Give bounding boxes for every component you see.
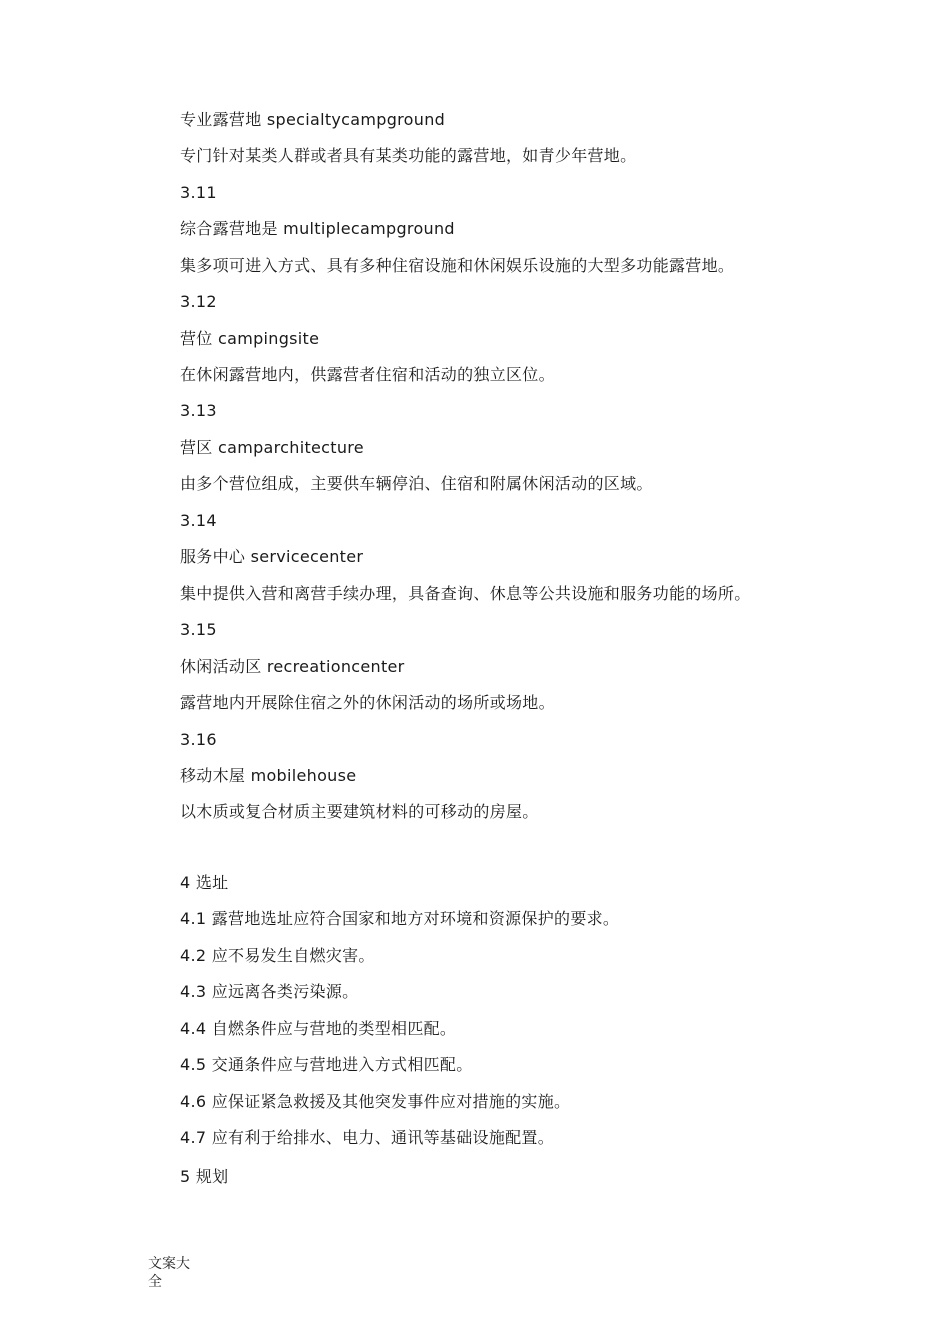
term-definition-mobile-house: 以木质或复合材质主要建筑材料的可移动的房屋。 [180, 802, 539, 821]
term-title-service-center: 服务中心 servicecenter [180, 547, 364, 566]
section-number-3-12: 3.12 [180, 292, 217, 311]
section-heading-planning: 5 规划 [180, 1167, 229, 1186]
section-number-3-11: 3.11 [180, 183, 217, 202]
term-definition-camping-site: 在休闲露营地内，供露营者住宿和活动的独立区位。 [180, 365, 555, 384]
clause-4-7: 4.7 应有利于给排水、电力、通讯等基础设施配置。 [180, 1128, 555, 1147]
term-title-recreation-center: 休闲活动区 recreationcenter [180, 657, 405, 676]
term-definition-multiple-campground: 集多项可进入方式、具有多种住宿设施和休闲娱乐设施的大型多功能露营地。 [180, 256, 735, 275]
clause-4-2: 4.2 应不易发生自燃灾害。 [180, 946, 375, 965]
clause-4-5: 4.5 交通条件应与营地进入方式相匹配。 [180, 1055, 473, 1074]
term-title-multiple-campground: 综合露营地是 multiplecampground [180, 219, 455, 238]
term-title-camp-architecture: 营区 camparchitecture [180, 438, 364, 457]
clause-4-3: 4.3 应远离各类污染源。 [180, 982, 359, 1001]
term-title-camping-site: 营位 campingsite [180, 329, 320, 348]
term-title-specialty-campground: 专业露营地 specialtycampground [180, 110, 446, 129]
page-footer-text: 文案大全 [148, 1256, 190, 1290]
section-number-3-15: 3.15 [180, 620, 217, 639]
clause-4-1: 4.1 露营地选址应符合国家和地方对环境和资源保护的要求。 [180, 909, 620, 928]
clause-4-6: 4.6 应保证紧急救援及其他突发事件应对措施的实施。 [180, 1092, 571, 1111]
term-definition-specialty-campground: 专门针对某类人群或者具有某类功能的露营地，如青少年营地。 [180, 146, 637, 165]
section-heading-site-selection: 4 选址 [180, 873, 229, 892]
section-number-3-16: 3.16 [180, 730, 217, 749]
term-title-mobile-house: 移动木屋 mobilehouse [180, 766, 357, 785]
clause-4-4: 4.4 自燃条件应与营地的类型相匹配。 [180, 1019, 457, 1038]
term-definition-camp-architecture: 由多个营位组成，主要供车辆停泊、住宿和附属休闲活动的区域。 [180, 474, 653, 493]
section-number-3-14: 3.14 [180, 511, 217, 530]
term-definition-recreation-center: 露营地内开展除住宿之外的休闲活动的场所或场地。 [180, 693, 555, 712]
section-number-3-13: 3.13 [180, 401, 217, 420]
term-definition-service-center: 集中提供入营和离营手续办理，具备查询、休息等公共设施和服务功能的场所。 [180, 584, 751, 603]
